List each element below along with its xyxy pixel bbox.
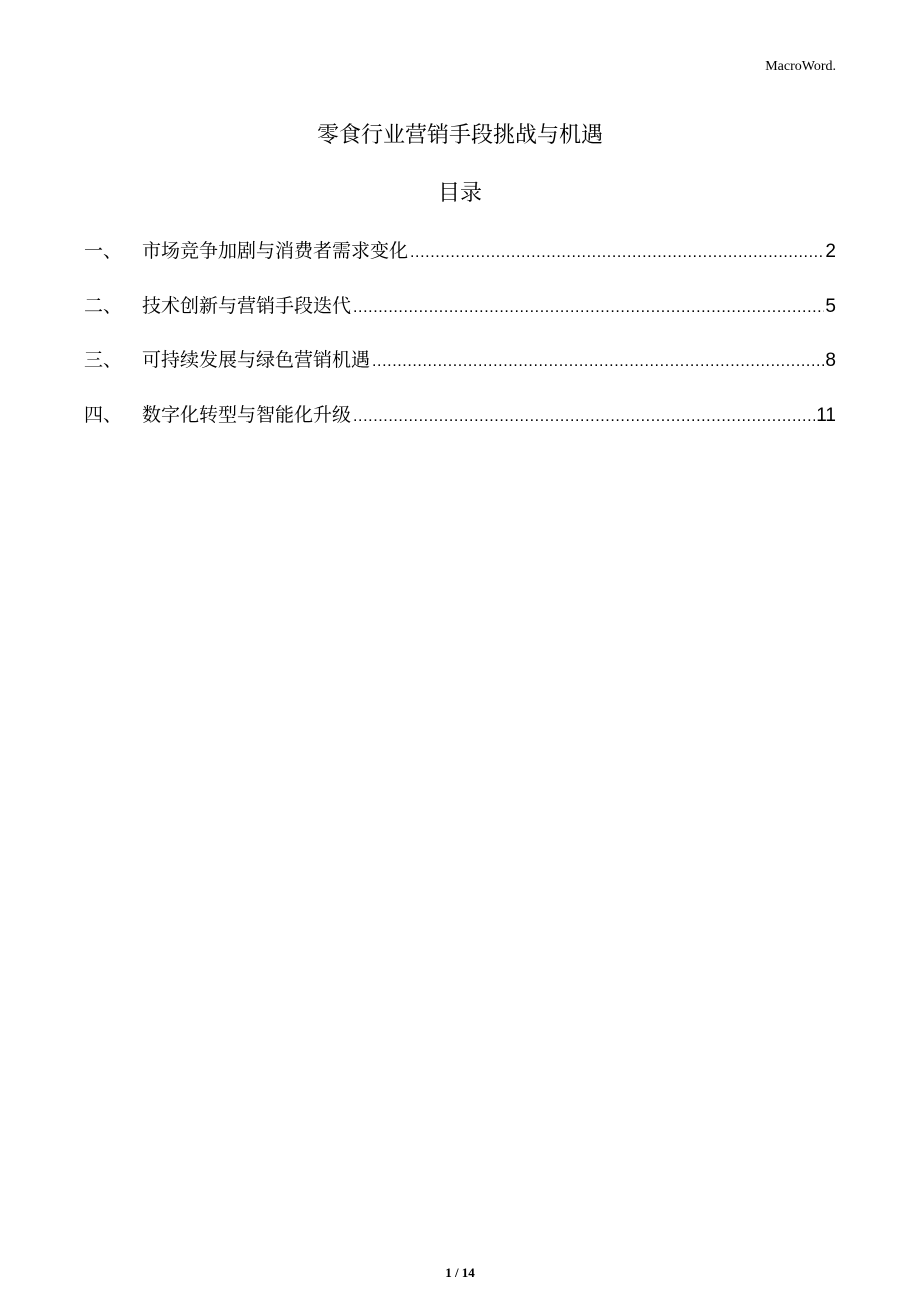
toc-entry[interactable]	[84, 345, 836, 375]
toc-entry-page-number: 2	[825, 241, 836, 262]
toc-heading: 目录	[437, 181, 482, 206]
toc-entry-title: 技术创新与营销手段迭代	[142, 294, 352, 317]
toc-entry[interactable]	[84, 291, 836, 321]
toc-dot-leader	[353, 293, 824, 323]
toc-entry[interactable]	[84, 236, 836, 266]
toc-entry-number: 一、	[84, 240, 123, 262]
page-number-footer: 1 / 14	[445, 1265, 475, 1280]
toc-entry-number: 二、	[84, 294, 123, 317]
toc-entry-title: 数字化转型与智能化升级	[142, 404, 352, 427]
toc-entry-number: 三、	[84, 349, 123, 372]
toc-dot-leader	[410, 238, 824, 268]
toc-entry-page-number: 8	[825, 350, 836, 372]
toc-entry-page-number: 5	[825, 295, 836, 317]
document-title: 零食行业营销手段挑战与机遇	[316, 123, 603, 148]
header-brand-mark: MacroWord.	[765, 59, 836, 74]
toc-entry[interactable]	[84, 400, 836, 430]
toc-dot-leader	[353, 402, 815, 432]
table-of-contents	[84, 236, 836, 455]
toc-entry-number: 四、	[84, 404, 123, 427]
toc-entry-title: 可持续发展与绿色营销机遇	[142, 349, 371, 372]
toc-dot-leader	[372, 347, 824, 377]
toc-entry-title: 市场竞争加剧与消费者需求变化	[142, 240, 409, 262]
toc-entry-page-number: 11	[816, 405, 836, 427]
